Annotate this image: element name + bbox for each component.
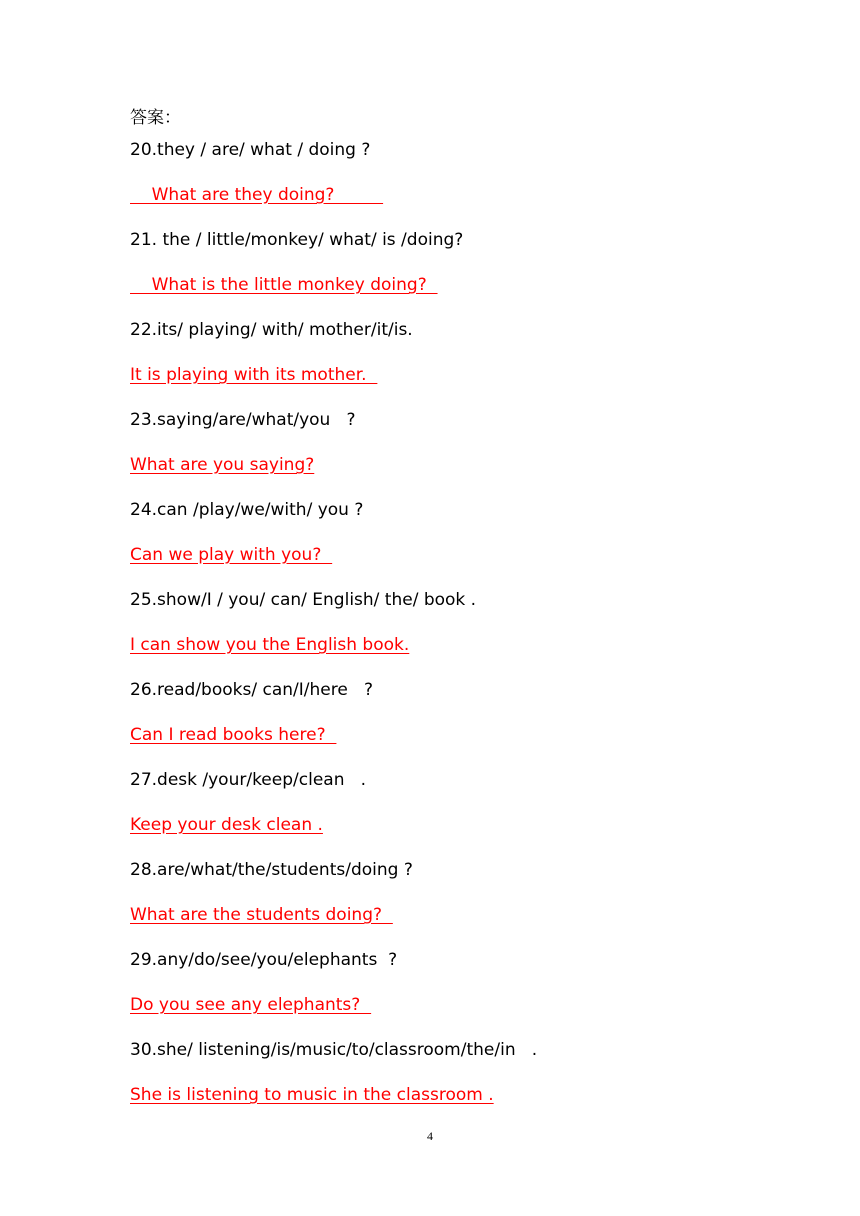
answer-text: Keep your desk clean . xyxy=(130,815,323,835)
list-item xyxy=(130,499,770,566)
question-text: 25.show/I / you/ can/ English/ the/ book . xyxy=(130,590,477,610)
answer-text: It is playing with its mother. xyxy=(130,365,378,385)
question-text: 29.any/do/see/you/elephants ? xyxy=(130,950,398,970)
answer-text: Do you see any elephants? xyxy=(130,995,372,1015)
list-item xyxy=(130,139,770,206)
question-text: 30.she/ listening/is/music/to/classroom/the/in . xyxy=(130,1040,538,1060)
list-item xyxy=(130,319,770,386)
question-text: 28.are/what/the/students/doing ? xyxy=(130,860,413,880)
list-item xyxy=(130,679,770,746)
list-item xyxy=(130,589,770,656)
list-item xyxy=(130,859,770,926)
question-text: 23.saying/are/what/you ? xyxy=(130,410,356,430)
list-item xyxy=(130,949,770,1016)
answer-text: What are you saying? xyxy=(130,455,315,475)
question-text: 21. the / little/monkey/ what/ is /doing? xyxy=(130,230,464,250)
answer-text: She is listening to music in the classroom . xyxy=(130,1085,494,1105)
list-item xyxy=(130,229,770,296)
question-text: 26.read/books/ can/I/here ? xyxy=(130,680,374,700)
answer-text: Can I read books here? xyxy=(130,725,337,745)
answer-list xyxy=(130,139,770,1129)
question-text: 27.desk /your/keep/clean . xyxy=(130,770,367,790)
answer-text: I can show you the English book. xyxy=(130,635,410,655)
page-number: 4 xyxy=(427,1129,433,1143)
question-text: 22.its/ playing/ with/ mother/it/is. xyxy=(130,320,413,340)
answer-text: What are they doing? xyxy=(130,185,384,205)
list-item xyxy=(130,1039,770,1106)
answer-text: Can we play with you? xyxy=(130,545,333,565)
question-text: 20.they / are/ what / doing ? xyxy=(130,140,371,160)
question-text: 24.can /play/we/with/ you ? xyxy=(130,500,364,520)
list-item xyxy=(130,409,770,476)
answer-text: What is the little monkey doing? xyxy=(130,275,438,295)
answers-heading: 答案： xyxy=(130,108,181,128)
answer-text: What are the students doing? xyxy=(130,905,393,925)
list-item xyxy=(130,769,770,836)
